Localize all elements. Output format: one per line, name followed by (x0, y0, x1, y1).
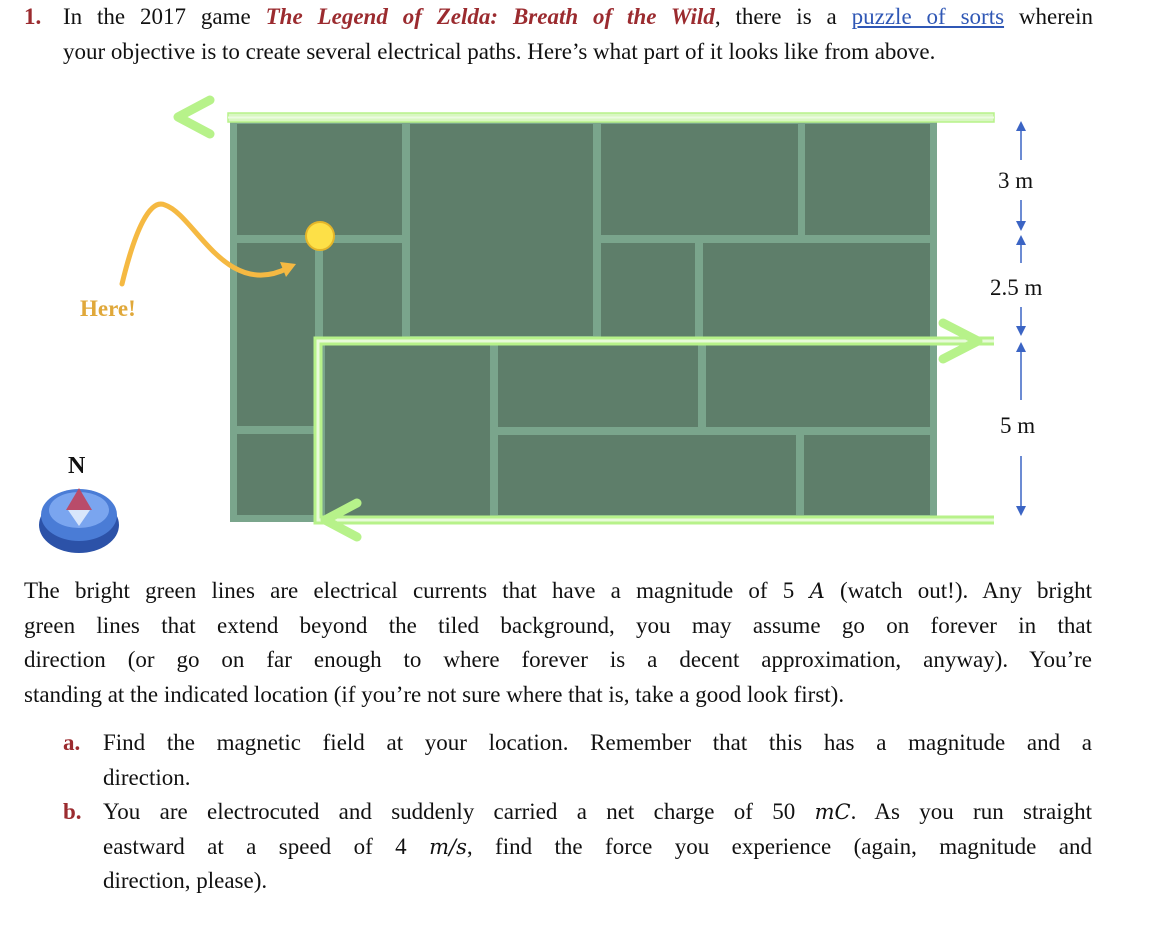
tile (601, 243, 695, 337)
desc-unit-amps: A (809, 579, 825, 603)
part-a-label: a. (63, 730, 81, 755)
puzzle-link[interactable]: puzzle of sorts (851, 4, 1005, 29)
dim-arrow-up-icon (1016, 342, 1026, 352)
tile (706, 345, 930, 427)
dimension-2-5m: 2.5 m (990, 275, 1043, 300)
part-a-text (103, 726, 1092, 795)
tile (325, 345, 490, 520)
part-b-line1-post: . As you run straight (850, 799, 1092, 824)
dimension-3m: 3 m (998, 168, 1034, 193)
tile (703, 243, 930, 337)
part-b-label: b. (63, 799, 82, 824)
part-b-unit-speed: m/s (429, 834, 467, 859)
tile (601, 124, 798, 235)
desc-line2: green lines that extend beyond the tiled background, you may assume go on forever in that (24, 612, 1092, 638)
tile (804, 435, 930, 515)
dimension-5m: 5 m (1000, 413, 1036, 438)
dim-arrow-down-icon (1016, 326, 1026, 336)
game-title: The Legend of Zelda: Breath of the Wild (265, 4, 715, 29)
desc-line1-pre: The bright green lines are electrical currents that have a magnitude of 5 (24, 578, 810, 603)
tile (498, 345, 698, 427)
part-b-line2-pre: eastward at a speed of 4 (103, 833, 407, 859)
intro-post: wherein (1004, 4, 1094, 29)
north-label: N (68, 453, 86, 479)
dim-arrow-up-icon (1016, 121, 1026, 131)
dim-arrow-down-icon (1016, 221, 1026, 231)
tile (498, 435, 796, 515)
part-b-line1-pre: You are electrocuted and suddenly carried a net charge of 50 (103, 799, 815, 824)
intro-pre: In the 2017 game (63, 4, 266, 29)
here-label: Here! (80, 296, 136, 321)
part-b-text (103, 795, 1092, 899)
dim-arrow-down-icon (1016, 506, 1026, 516)
tile (237, 124, 402, 235)
part-a-line2: direction. (103, 764, 191, 790)
tile (410, 235, 593, 336)
part-b-line3: direction, please). (103, 868, 268, 893)
tile (410, 124, 593, 235)
tile (237, 434, 315, 515)
desc-line4: standing at the indicated location (if you’re not sure where that is, take a good look first). (24, 681, 845, 707)
description-paragraph (24, 574, 1092, 712)
question-number: 1. (24, 4, 42, 29)
intro-mid: , there is a (714, 4, 852, 29)
intro-line2: your objective is to create several electrical paths. Here’s what part of it looks like from above. (63, 38, 936, 64)
part-b-line2-post: , find the force you experience (again, magnitude and (466, 833, 1092, 859)
tiled-floor (230, 117, 937, 522)
player-location-dot (306, 222, 334, 250)
tile (323, 243, 402, 337)
tile (805, 124, 930, 235)
part-b-unit-mc: mC (814, 800, 851, 824)
part-a-line1: Find the magnetic field at your location. Remember that this has a magnitude and a (103, 730, 1092, 755)
desc-line1-post: (watch out!). Any bright (824, 578, 1092, 603)
dim-arrow-up-icon (1016, 235, 1026, 245)
compass-icon (39, 488, 119, 553)
current-arrow-west-icon (178, 100, 210, 134)
desc-line3: direction (or go on far enough to where forever is a decent approximation, anyway). You’re (24, 647, 1092, 672)
